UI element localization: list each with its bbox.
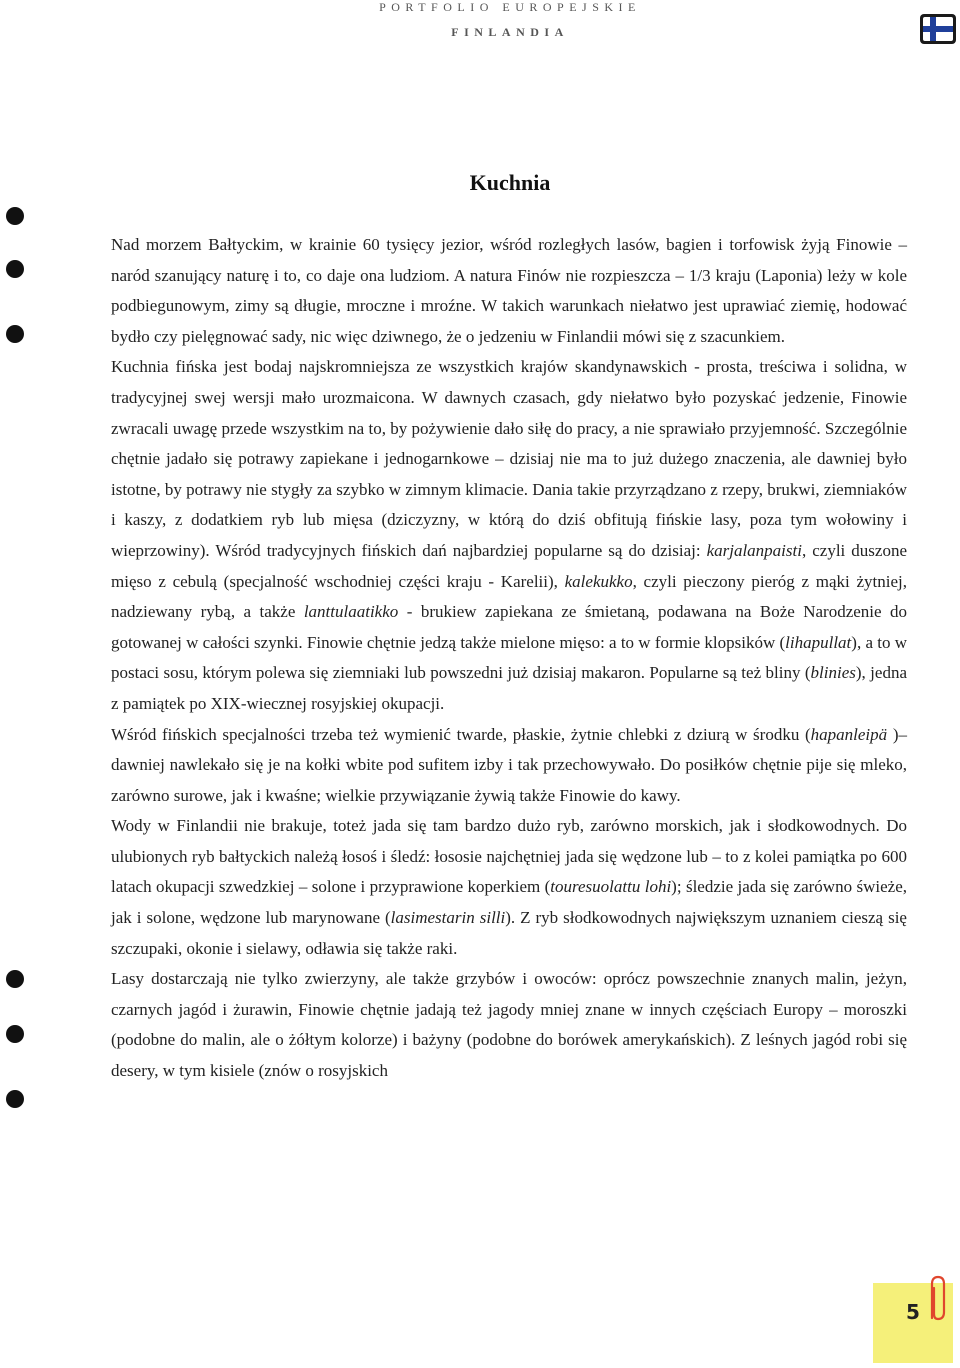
text-run: ). Z ryb słodkowodnych największym uznaniem cieszą się szczupaki, okonie i sielawy, odławia się także raki. [111,908,907,958]
binder-hole [6,1025,24,1043]
text-run: , czyli duszone mięso z cebulą (specjalność wschodniej części kraju - Karelii), [111,540,907,591]
dish-name: lasimestarin silli [390,908,506,928]
text-run: Wśród fińskich specjalności trzeba też wymienić twarde, płaskie, żytnie chlebki z dziurą w środku ( [111,724,811,744]
text-run: - brukiew zapiekana ze śmietaną, podawana na Boże Narodzenie do gotowanej w całości szynki. Finowie chętnie jedzą także mielone mięso: a to w formie klopsików ( [111,602,908,652]
paragraph [111,964,907,1086]
binder-hole [6,260,24,278]
text-run: )– dawniej nawlekało się je na kołki wbite pod sufitem izby i tak przechowywało. Do posiłków chętnie pije się mleko, zarówno surowe, jak i kwaśne; wielkie przywiązanie żywią także Finowie do kawy. [111,724,907,805]
binder-hole [6,1090,24,1108]
text-run: Wody w Finlandii nie brakuje, toteż jada się tam bardzo dużo ryb, zarówno morskich, jak i słodkowodnych. Do ulubionych ryb bałtyckich należą łosoś i śledź: łososie najchętniej jada się wędzone lub – to z kolei pamiątka po 600 latach okupacji szwedzkiej – solone i przyprawione koperkiem ( [111,816,907,897]
dish-name: lanttulaatikko [303,602,399,622]
binder-hole [6,325,24,343]
page-number: 5 [906,1300,920,1324]
dish-name: lihapullat [785,632,852,652]
text-run: ), a to w postaci sosu, którym polewa się ziemniaki lub powszedni już dzisiaj makaron. Popularne są też bliny ( [111,632,907,683]
dish-name: blinies [810,663,856,683]
dish-name: karjalanpaisti [706,540,802,560]
text-run: Lasy dostarczają nie tylko zwierzyny, ale także grzybów i owoców: oprócz powszechnie znanych malin, jeżyn, czarnych jagód i żurawin, Finowie chętnie jadają też jagody mniej znane w innych częściach Europy – moroszki (podobne do malin, ale o żółtym kolorze) i bażyny (podobne do borówek amerykańskich). Z leśnych jagód robi się desery, w tym kisiele (znów o rosyjskich [111,969,907,1081]
text-run: ), jedna z pamiątek po XIX-wiecznej rosyjskiej okupacji. [111,663,907,713]
dish-name: kalekukko [564,571,633,591]
paragraph [111,230,907,352]
binder-hole [6,970,24,988]
page-title: Kuchnia [469,170,551,195]
paragraph [111,811,907,964]
paragraph [111,720,907,812]
text-run: , czyli pieczony pieróg z mąki żytniej, nadziewany rybą, a także [111,571,907,622]
dish-name: touresuolattu lohi [550,877,672,897]
finland-flag-icon [920,14,956,44]
text-run: ); śledzie jada się zarówno świeże, jak i solone, wędzone lub marynowane ( [111,877,907,928]
dish-name: hapanleipä [810,724,888,744]
binder-hole [6,207,24,225]
text-run: Nad morzem Bałtyckim, w krainie 60 tysięcy jezior, wśród rozległych lasów, bagien i torfowisk żyją Finowie – naród szanujący naturę i to, co daje ona ludziom. A natura Finów nie rozpieszcza – 1/3 kraju (Laponia) leży w kole podbiegunowym, zimy są długie, mroczne i mroźne. W takich warunkach niełatwo jest uprawiać ziemię, hodować bydło czy pielęgnować sady, nic więc dziwnego, że o jedzeniu w Finlandii mówi się z szacunkiem. [111,235,907,346]
header-series: PORTFOLIO EUROPEJSKIE [379,0,641,14]
text-run: Kuchnia fińska jest bodaj najskromniejsza ze wszystkich krajów skandynawskich - prosta, treściwa i solidna, w tradycyjnej swej wersji mało urozmaicona. W dawnych czasach, gdy niełatwo było pozyskać jedzenie, Finowie zwracali uwagę przede wszystkim na to, by pożywienie dało siłę do pracy, a nie sprawiało przyjemność. Szczególnie chętnie jadało się potrawy zapiekane i jednogarnkowe – dzisiaj nie ma to już dużego znaczenia, ale dawniej było istotne, by potrawy nie stygły za szybko w zimnym klimacie. Dania takie przyrządzano z rzepy, brukwi, ziemniaków i kaszy, z dodatkiem ryb lub mięsa (dziczyzny, w którą do dziś obfitują fińskie lasy, poza tym wołowiny i wieprzowiny). Wśród tradycyjnych fińskich dań najbardziej popularne są do dzisiaj: [111,357,907,560]
article-body [111,230,907,1087]
header-country: FINLANDIA [451,25,569,39]
paragraph [111,352,907,719]
